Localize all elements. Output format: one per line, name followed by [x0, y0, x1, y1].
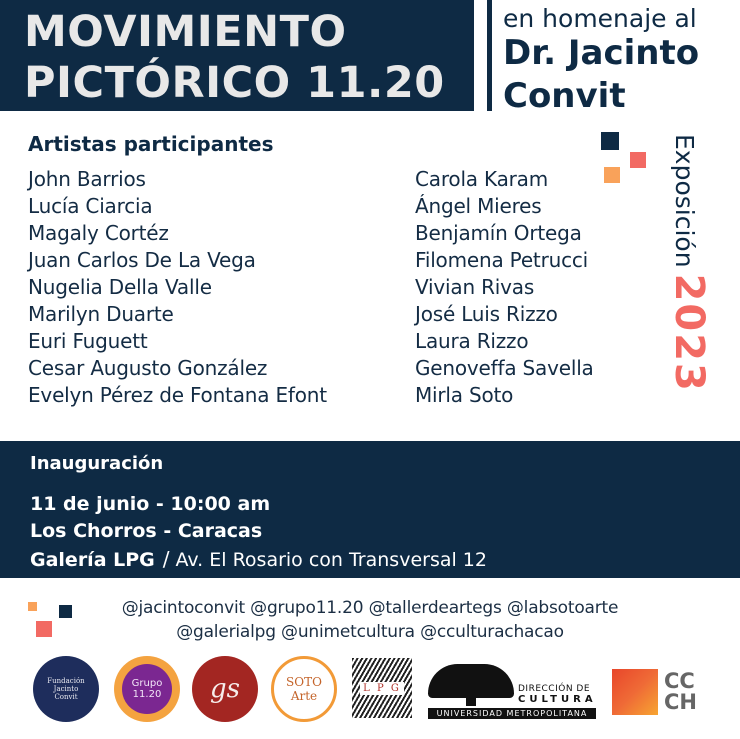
logo-grupo-text-1: Grupo [131, 678, 163, 689]
title-line-2: PICTÓRICO 11.20 [24, 58, 445, 108]
artist-name: Magaly Cortéz [28, 221, 169, 245]
artist-name: Ángel Mieres [415, 194, 542, 218]
artist-name: Laura Rizzo [415, 329, 529, 353]
logo-grupo-1120 [114, 656, 180, 722]
logo-fundacion-jacinto-convit [33, 656, 99, 722]
logo-unimet-cultura [428, 664, 596, 720]
title-banner [0, 0, 474, 111]
artists-heading: Artistas participantes [28, 132, 274, 156]
decor-square-orange [604, 167, 620, 183]
logo-ccch [612, 669, 697, 715]
decor-square-coral-small [36, 621, 52, 637]
homage-intro: en homenaje al [503, 4, 697, 33]
logo-gs-text: gs [210, 674, 240, 704]
honoree-name-line-2: Convit [503, 76, 626, 116]
logo-unimet-dir: DIRECCIÓN DE [518, 684, 591, 694]
artist-name: Euri Fuguett [28, 329, 148, 353]
logo-fundacion-text: Fundación Jacinto Convit [47, 677, 85, 701]
decor-square-navy [601, 132, 619, 150]
artist-name: José Luis Rizzo [415, 302, 558, 326]
artist-name: Marilyn Duarte [28, 302, 174, 326]
artist-name: Nugelia Della Valle [28, 275, 212, 299]
artist-name: Cesar Augusto González [28, 356, 268, 380]
artist-name: Lucía Ciarcia [28, 194, 153, 218]
decor-square-orange-small [28, 602, 37, 611]
decor-square-coral [630, 152, 646, 168]
inauguration-location: Los Chorros - Caracas [30, 520, 263, 542]
logo-ccch-line-2: CH [664, 690, 697, 714]
social-handles [100, 596, 640, 644]
exhibition-year: 2023 [666, 273, 712, 393]
artist-name: Genoveffa Savella [415, 356, 594, 380]
honoree-name-line-1: Dr. Jacinto [503, 33, 700, 73]
social-handles-line-2: @galerialpg @unimetcultura @cculturachacao [176, 622, 564, 642]
exhibition-label [667, 134, 711, 414]
logo-soto-text: SOTO Arte [286, 675, 322, 703]
inauguration-venue-line [30, 547, 487, 571]
artist-name: Benjamín Ortega [415, 221, 582, 245]
exhibition-word: Exposición [670, 134, 699, 268]
artist-name: Carola Karam [415, 167, 548, 191]
artist-name: Mirla Soto [415, 383, 514, 407]
logo-unimet-cultura: CULTURA [518, 694, 597, 705]
title-line-1: MOVIMIENTO [24, 7, 347, 57]
artist-name: John Barrios [28, 167, 146, 191]
ccch-mark-icon [612, 669, 658, 715]
logo-ccch-line-1: CC [664, 669, 695, 693]
logo-taller-de-arte-gs [192, 656, 258, 722]
venue-name: Galería LPG [30, 549, 155, 571]
artist-list-left [28, 166, 327, 409]
tree-trunk-icon [466, 692, 476, 706]
decor-square-navy-small [59, 605, 72, 618]
logo-lpg-text: L P G [360, 682, 404, 695]
artist-name: Filomena Petrucci [415, 248, 589, 272]
artist-name: Juan Carlos De La Vega [28, 248, 256, 272]
venue-address: Av. El Rosario con Transversal 12 [175, 549, 487, 571]
inauguration-date-time: 11 de junio - 10:00 am [30, 493, 271, 515]
venue-separator: / [162, 547, 170, 571]
social-handles-line-1: @jacintoconvit @grupo11.20 @tallerdeartegs @labsotoarte [121, 598, 619, 618]
inauguration-panel [0, 441, 740, 578]
artist-name: Evelyn Pérez de Fontana Efont [28, 383, 327, 407]
artist-list-right [415, 166, 594, 409]
logo-unimet-university: UNIVERSIDAD METROPOLITANA [428, 708, 596, 719]
logo-galeria-lpg [352, 658, 412, 718]
logo-soto-arte [271, 656, 337, 722]
inauguration-heading: Inauguración [30, 453, 164, 474]
divider-bar [487, 0, 492, 111]
artist-name: Vivian Rivas [415, 275, 535, 299]
logo-grupo-text-2: 11.20 [132, 689, 162, 700]
